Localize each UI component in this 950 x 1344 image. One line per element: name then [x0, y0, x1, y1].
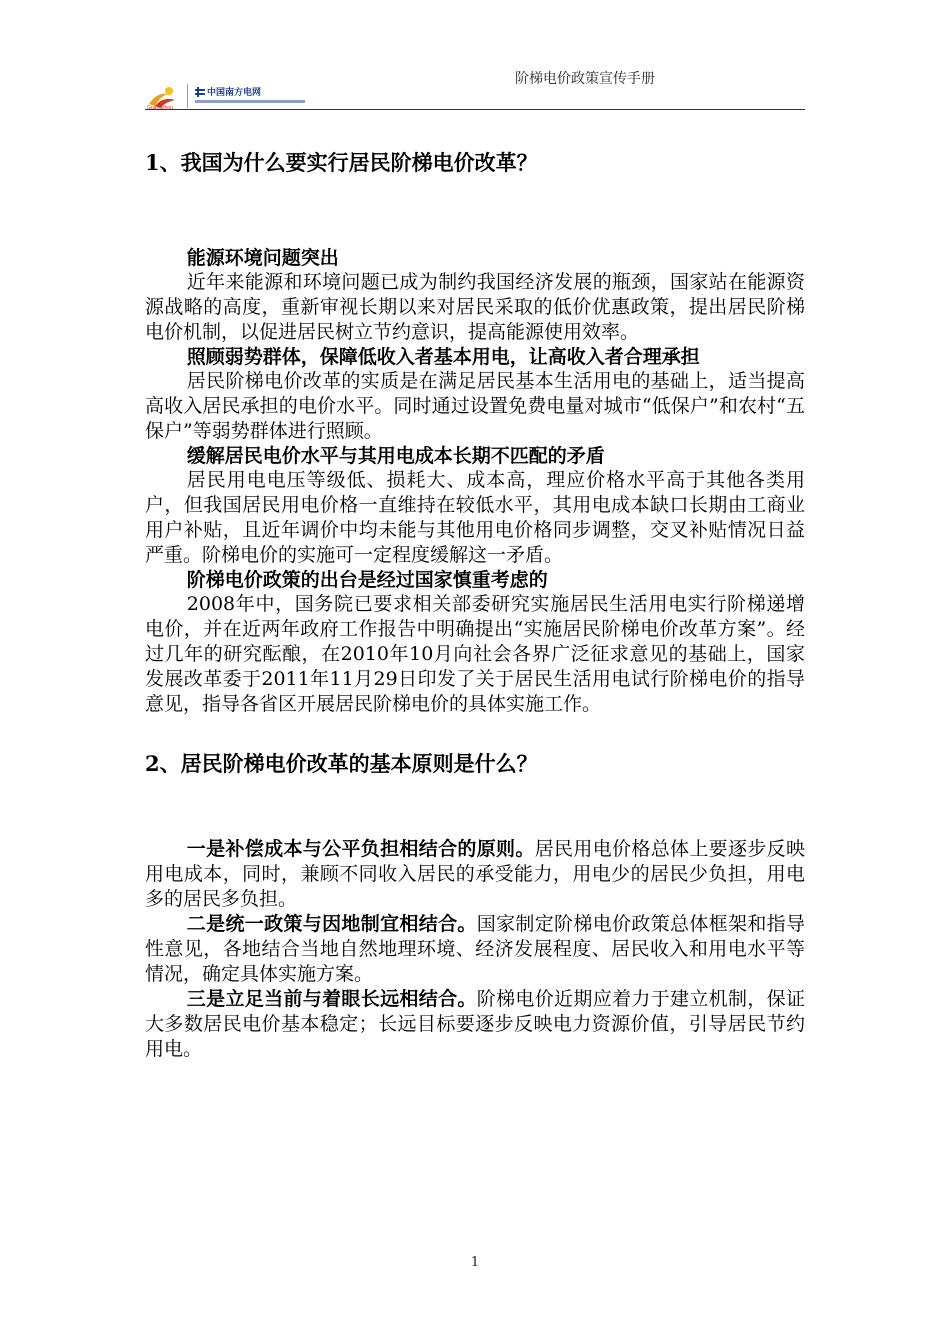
principle-1: [145, 837, 805, 912]
paragraph-policy-origin: 2008年中，国务院已要求相关部委研究实施居民生活用电实行阶梯递增电价，并在近两年政府工作报告中明确提出“实施居民阶梯电价改革方案”。经过几年的研究酝酿，在2010年10月向社会各界广泛征求意见的基础上，国家发展改革委于2011年11月29日印发了关于居民生活用电试行阶梯电价的指导意见，指导各省区开展居民阶梯电价的具体实施工作。: [145, 593, 805, 715]
principle-2-text: 国家制定阶梯电价政策总体框架和指导性意见，各地结合当地自然地理环境、经济发展程度、居民收入和用电水平等情况，确定具体实施方案。: [145, 913, 805, 985]
paragraph-energy-environment: 近年来能源和环境问题已成为制约我国经济发展的瓶颈，国家站在能源资源战略的高度，重新审视长期以来对居民采取的低价优惠政策，提出居民阶梯电价机制，以促进居民树立节约意识，提高能源使用效率。: [145, 271, 805, 343]
principle-3-lead: 三是立足当前与着眼长远相结合。: [186, 988, 477, 1010]
subheading-vulnerable-groups: 照顾弱势群体，保障低收入者基本用电，让高收入者合理承担: [186, 346, 700, 368]
page-number: 1: [470, 1255, 480, 1270]
principle-2-lead: 二是统一政策与因地制宜相结合。: [186, 913, 477, 935]
subheading-policy-origin: 阶梯电价政策的出台是经过国家慎重考虑的: [186, 569, 548, 591]
handbook-title: 阶梯电价政策宣传手册: [515, 71, 655, 87]
paragraph-vulnerable-groups: 居民阶梯电价改革的实质是在满足居民基本生活用电的基础上，适当提高高收入居民承担的电价水平。同时通过设置免费电量对城市“低保户”和农村“五保户”等弱势群体进行照顾。: [145, 370, 805, 442]
principle-3: [145, 987, 805, 1062]
header-divider: [145, 109, 805, 110]
svg-text:中国南方电网: 中国南方电网: [207, 88, 262, 98]
question-2-heading: 2、居民阶梯电价改革的基本原则是什么？: [145, 751, 538, 776]
principle-1-text: 居民用电价格总体上要逐步反映用电成本，同时，兼顾不同收入居民的承受能力，用电少的居民少负担，用电多的居民多负担。: [145, 838, 805, 910]
paragraph-price-cost-mismatch: 居民用电电压等级低、损耗大、成本高，理应价格水平高于其他各类用户，但我国居民用电价格一直维持在较低水平，其用电成本缺口长期由工商业用户补贴，且近年调价中均未能与其他用电价格同步调整，交叉补贴情况日益严重。阶梯电价的实施可一定程度缓解这一矛盾。: [145, 469, 805, 566]
svg-text:Guangzhou: Guangzhou: [147, 105, 173, 110]
principle-3-text: 阶梯电价近期应着力于建立机制，保证大多数居民电价基本稳定；长远目标要逐步反映电力资源价值，引导居民节约用电。: [145, 988, 805, 1060]
question-1-heading: 1、我国为什么要实行居民阶梯电价改革？: [145, 150, 538, 175]
subheading-price-cost-mismatch: 缓解居民电价水平与其用电成本长期不匹配的矛盾: [186, 445, 605, 467]
china-southern-power-grid-logo: [145, 82, 315, 110]
document-body: [145, 148, 805, 1062]
page-header: [145, 62, 805, 110]
principle-2: [145, 912, 805, 987]
subheading-energy-environment: 能源环境问题突出: [186, 247, 339, 269]
principle-1-lead: 一是补偿成本与公平负担相结合的原则。: [186, 838, 535, 860]
